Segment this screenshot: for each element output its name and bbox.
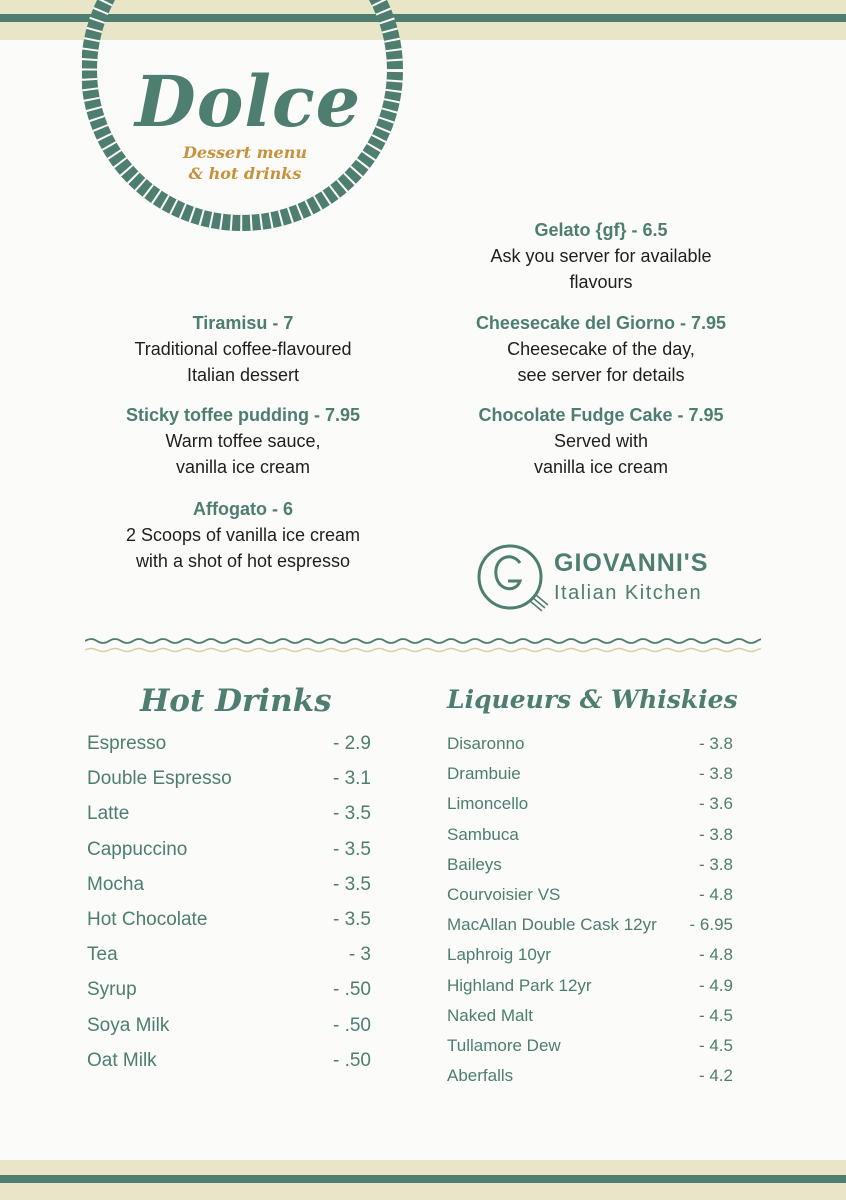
item-name: Laphroig 10yr <box>447 945 551 965</box>
item-price: - 3.8 <box>698 764 733 784</box>
dessert-item <box>73 310 413 388</box>
dessert-item <box>431 402 771 480</box>
subtitle-line-2: & hot drinks <box>188 164 302 183</box>
menu-row <box>87 1015 371 1038</box>
item-price: - 3 <box>348 944 371 966</box>
g-monogram-icon <box>472 543 550 613</box>
menu-row <box>447 915 733 935</box>
bottom-stripe <box>0 1175 846 1183</box>
item-price: - 3.8 <box>698 854 733 874</box>
item-price: - 4.5 <box>698 1036 733 1055</box>
item-price: - 3.1 <box>332 768 371 790</box>
dessert-description: vanilla ice cream <box>175 457 311 477</box>
item-name: Baileys <box>447 854 502 874</box>
item-price: - 4.9 <box>698 975 733 995</box>
dessert-description: flavours <box>569 272 633 292</box>
menu-row <box>447 1036 733 1056</box>
menu-row <box>447 855 733 875</box>
item-name: Tea <box>87 944 118 966</box>
item-name: Latte <box>87 803 130 825</box>
item-name: Double Espresso <box>87 768 232 790</box>
item-price: - 4.5 <box>698 1005 733 1025</box>
menu-row <box>87 874 371 897</box>
dessert-description: Italian dessert <box>186 365 300 385</box>
dessert-name: Gelato {gf} - 6.5 <box>534 220 668 240</box>
dessert-name: Tiramisu - 7 <box>192 313 294 333</box>
item-name: MacAllan Double Cask 12yr <box>447 915 657 935</box>
menu-title: Dolce <box>135 60 362 143</box>
menu-subtitle <box>160 142 330 184</box>
liqueurs-heading: Liqueurs & Whiskies <box>447 685 738 714</box>
hot-drinks-heading: Hot Drinks <box>140 683 332 719</box>
item-name: Disaronno <box>447 734 525 753</box>
menu-row <box>447 1066 733 1086</box>
item-name: Limoncello <box>447 794 529 814</box>
menu-row <box>447 945 733 965</box>
item-name: Oat Milk <box>87 1049 157 1071</box>
item-price: - 3.5 <box>332 838 371 860</box>
brand-tagline: Italian Kitchen <box>554 582 703 604</box>
item-price: - 3.5 <box>332 873 371 895</box>
menu-row <box>87 944 371 967</box>
item-name: Syrup <box>87 979 137 1001</box>
menu-row <box>447 764 733 784</box>
menu-row <box>87 768 371 791</box>
dessert-name: Sticky toffee pudding - 7.95 <box>125 405 361 425</box>
wavy-divider <box>85 634 761 658</box>
item-price: - 3.6 <box>698 794 733 814</box>
item-name: Drambuie <box>447 764 521 784</box>
item-name: Naked Malt <box>447 1005 533 1025</box>
dessert-name: Chocolate Fudge Cake - 7.95 <box>478 405 724 425</box>
item-name: Courvoisier VS <box>447 885 561 904</box>
item-name: Hot Chocolate <box>87 909 208 930</box>
dessert-description: Served with <box>553 431 649 451</box>
item-price: - 4.8 <box>698 945 733 965</box>
menu-row <box>87 803 371 826</box>
subtitle-line-1: Dessert menu <box>182 143 307 162</box>
menu-row <box>87 1050 371 1073</box>
dessert-description: Warm toffee sauce, <box>165 431 321 451</box>
dessert-item <box>73 402 413 480</box>
dessert-description: vanilla ice cream <box>533 457 669 477</box>
dessert-item <box>431 217 771 295</box>
item-name: Sambuca <box>447 824 519 844</box>
menu-row <box>87 909 371 932</box>
dessert-description: Ask you server for available <box>490 246 712 266</box>
menu-row <box>447 734 733 754</box>
dessert-description: with a shot of hot espresso <box>135 551 351 571</box>
item-name: Aberfalls <box>447 1066 514 1086</box>
dessert-description: see server for details <box>517 365 685 385</box>
dessert-description: Cheesecake of the day, <box>507 339 695 359</box>
dessert-name: Affogato - 6 <box>193 499 293 519</box>
item-price: - 4.8 <box>698 885 733 904</box>
menu-row <box>447 794 733 814</box>
menu-row <box>87 839 371 862</box>
item-name: Soya Milk <box>87 1014 170 1036</box>
item-name: Mocha <box>87 873 145 895</box>
item-price: - 4.2 <box>698 1066 733 1086</box>
dessert-item <box>73 496 413 574</box>
menu-row <box>447 976 733 996</box>
item-price: - 3.8 <box>698 734 733 753</box>
item-name: Highland Park 12yr <box>447 975 592 995</box>
menu-row <box>447 825 733 845</box>
item-name: Espresso <box>87 733 167 754</box>
dessert-name: Cheesecake del Giorno - 7.95 <box>475 313 727 333</box>
dessert-description: Traditional coffee-flavoured <box>134 339 352 359</box>
dessert-description: 2 Scoops of vanilla ice cream <box>125 525 361 545</box>
item-price: - .50 <box>332 1014 371 1036</box>
dessert-item <box>431 310 771 388</box>
menu-row <box>447 1006 733 1026</box>
item-price: - .50 <box>332 979 371 1001</box>
menu-row <box>87 733 371 756</box>
item-price: - 2.9 <box>332 733 371 754</box>
item-price: - 3.5 <box>332 803 371 825</box>
brand-name: GIOVANNI'S <box>554 549 709 577</box>
item-price: - .50 <box>332 1049 371 1071</box>
bottom-border-band <box>0 1160 846 1200</box>
menu-row <box>87 979 371 1002</box>
item-price: - 3.8 <box>698 824 733 844</box>
item-price: - 3.5 <box>332 909 371 930</box>
item-name: Cappuccino <box>87 838 188 860</box>
item-price: - 6.95 <box>689 915 733 935</box>
item-name: Tullamore Dew <box>447 1036 561 1055</box>
menu-row <box>447 885 733 905</box>
